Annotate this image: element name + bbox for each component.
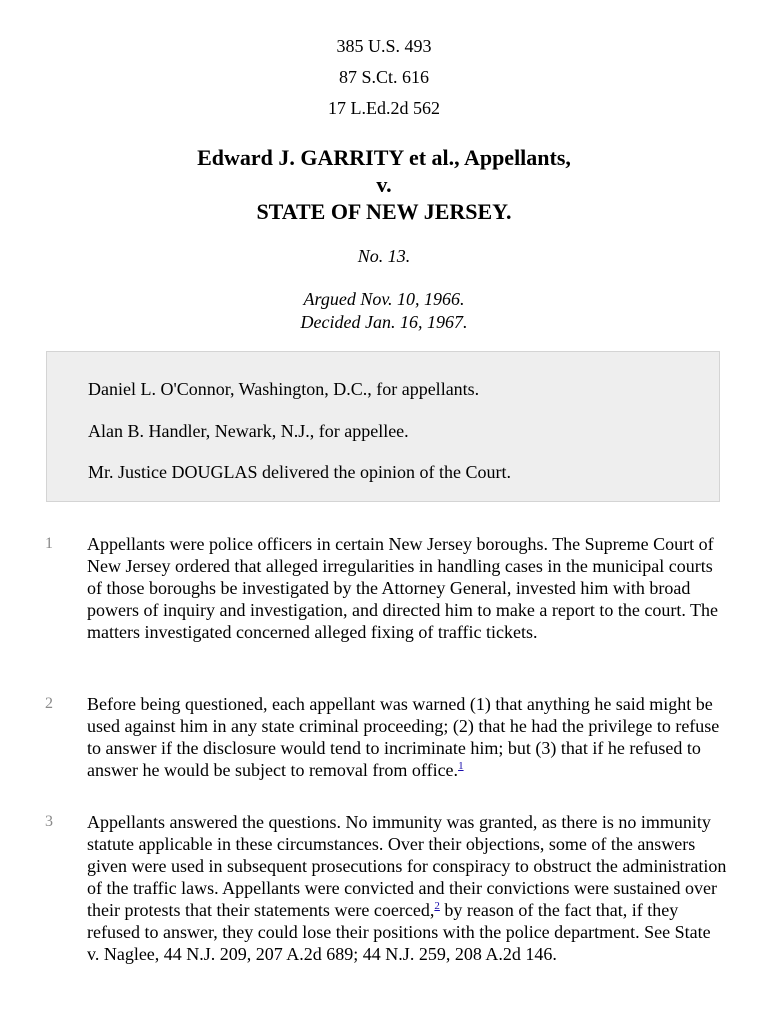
footnote-link-1[interactable]: 1 — [458, 760, 464, 772]
case-title — [0, 144, 768, 225]
opinion-author: Mr. Justice DOUGLAS delivered the opinion of the Court. — [88, 462, 511, 482]
paragraph-body-start: Appellants answered the questions. No immunity was granted, as there is no immunity statute applicable in these circumstances. Over their objections, some of the answers given were used in subsequent prosecutions for conspiracy to obstruct the administration of the traffic laws. Appellants were convicted and their convictions were sustained over their protests that their statements were coerced, — [87, 812, 727, 920]
case-dates — [0, 288, 768, 334]
paragraph-number: 3 — [45, 813, 53, 830]
appellee-name: STATE OF NEW JERSEY. — [256, 199, 512, 224]
citation-us-reports: 385 U.S. 493 — [336, 36, 432, 56]
counsel-appellants: Daniel L. O'Connor, Washington, D.C., for appellants. — [88, 379, 480, 399]
versus-label: v. — [376, 172, 392, 197]
argued-date: Argued Nov. 10, 1966. — [303, 289, 465, 309]
paragraph-text: Appellants were police officers in certain New Jersey boroughs. The Supreme Court of New Jersey ordered that alleged irregularities in handling cases in the municipal courts of those boroughs be investigated by the Attorney General, invested him with broad powers of inquiry and investigation, and directed him to make a report to the court. The matters investigated concerned alleged fixing of traffic tickets. — [87, 534, 718, 642]
footnote-link-2[interactable]: 2 — [434, 900, 440, 912]
decided-date: Decided Jan. 16, 1967. — [300, 312, 468, 332]
paragraph-body: Before being questioned, each appellant was warned (1) that anything he said might be used against him in any state criminal proceeding; (2) that he had the privilege to refuse to answer if the disclosure would tend to incriminate him; but (3) that if he refused to answer he would be subject to removal from office. — [87, 694, 720, 780]
appellants-name: Edward J. GARRITY et al., Appellants, — [197, 145, 571, 170]
paragraph-body-end: by reason of the fact that, if they refused to answer, they could lose their positions with the police department. See State v. Naglee, 44 N.J. 209, 207 A.2d 689; 44 N.J. 259, 208 A.2d 146. — [87, 900, 711, 964]
docket-number: No. 13. — [357, 246, 411, 266]
counsel-appellee: Alan B. Handler, Newark, N.J., for appellee. — [88, 421, 409, 441]
citations — [0, 33, 768, 126]
paragraph-number: 1 — [45, 535, 53, 552]
citation-supreme-court-reporter: 87 S.Ct. 616 — [338, 67, 430, 87]
paragraph-number: 2 — [45, 695, 53, 712]
counsel-box — [46, 351, 720, 502]
paragraph-text — [87, 811, 727, 965]
paragraph-text — [87, 693, 727, 781]
citation-lawyers-edition: 17 L.Ed.2d 562 — [328, 98, 440, 118]
